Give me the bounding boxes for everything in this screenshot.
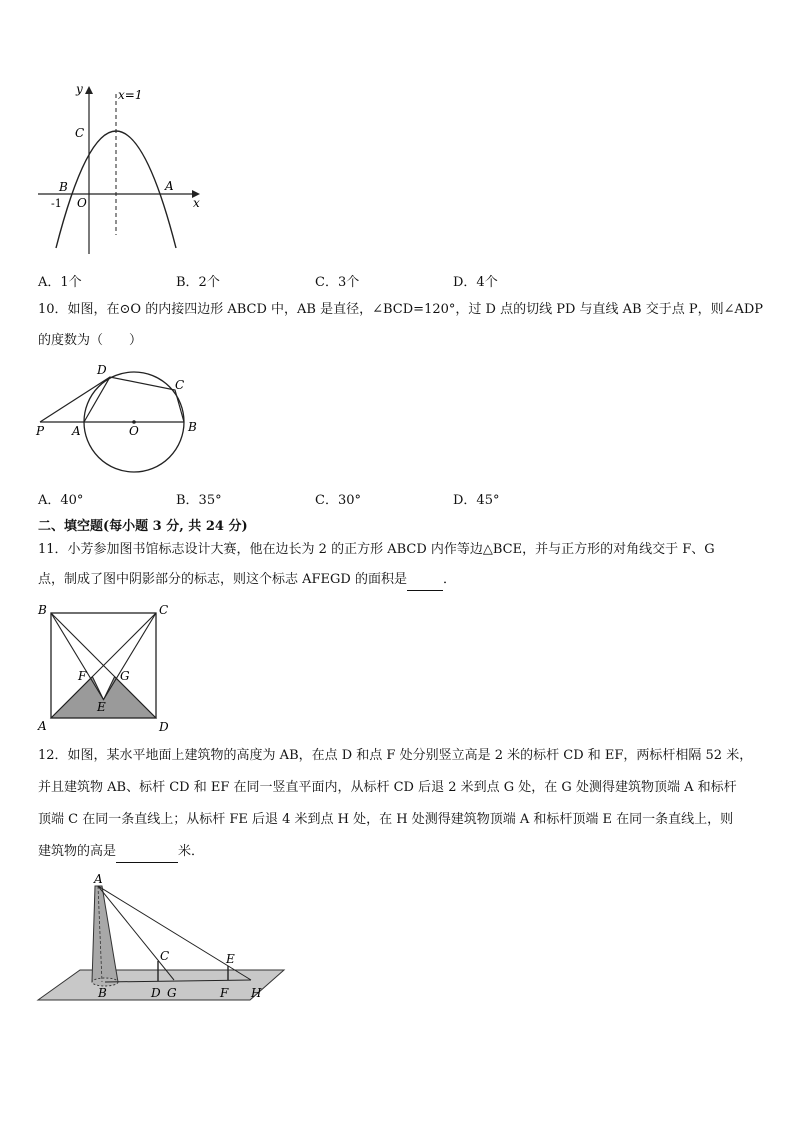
label-B: B xyxy=(38,603,47,617)
side-CE xyxy=(104,613,157,700)
section-2-title: 二、填空题(每小题 3 分, 共 24 分) xyxy=(38,519,248,534)
q9-option-c: C．3个 xyxy=(315,275,360,290)
q11-text-line2-pre: 点，制成了图中阴影部分的标志，则这个标志 AFEGD 的面积是 xyxy=(38,572,407,587)
q12-text-line4-post: 米． xyxy=(178,844,205,859)
q10-option-a: A．40° xyxy=(38,493,84,508)
q9-option-a: A．1个 xyxy=(38,275,82,290)
q12-text-line3: 顶端 C 在同一条直线上；从标杆 FE 后退 4 米到点 H 处，在 H 处测得建筑物顶端 A 和标杆顶端 E 在同一条直线上，则 xyxy=(38,812,734,827)
label-A: A xyxy=(72,424,81,438)
q10-option-b: B．35° xyxy=(176,493,222,508)
q9-option-d: D．4个 xyxy=(453,275,498,290)
label-O: O xyxy=(129,424,139,438)
tangent-PD xyxy=(40,377,110,422)
label-x: x xyxy=(193,196,200,210)
q12-text-line2: 并且建筑物 AB、标杆 CD 和 EF 在同一竖直平面内，从标杆 CD 后退 2 米到点 G 处，在 G 处测得建筑物顶端 A 和标杆 xyxy=(38,780,737,795)
q11-square-figure xyxy=(34,600,174,735)
label-C: C xyxy=(175,378,185,392)
q12-building-figure xyxy=(34,872,286,1007)
label-D: D xyxy=(151,986,161,1000)
q12-text-line1: 12．如图，某水平地面上建筑物的高度为 AB，在点 D 和点 F 处分别竖立高是 2 米的标杆 CD 和 EF，两标杆相隔 52 米， xyxy=(38,748,753,763)
ground-plane xyxy=(38,970,284,1000)
label-neg1: -1 xyxy=(51,197,62,210)
q12-text-line4 xyxy=(38,842,204,863)
label-D: D xyxy=(159,720,169,734)
building-AB xyxy=(92,886,118,982)
q10-text-line1: 10．如图，在⊙O 的内接四边形 ABCD 中，AB 是直径，∠BCD=120°，过 D 点的切线 PD 与直线 AB 交于点 P，则∠ADP xyxy=(38,302,764,317)
label-A: A xyxy=(94,872,103,886)
label-G: G xyxy=(167,986,177,1000)
q10-text-line2: 的度数为（ ） xyxy=(38,333,143,348)
label-F: F xyxy=(220,986,229,1000)
q10-option-d: D．45° xyxy=(453,493,500,508)
label-B: B xyxy=(59,180,68,194)
q12-answer-blank xyxy=(116,842,178,863)
label-H: H xyxy=(251,986,262,1000)
label-axis-eq: x=1 xyxy=(118,88,143,102)
label-G: G xyxy=(120,669,130,683)
label-F: F xyxy=(78,669,87,683)
label-E: E xyxy=(97,700,106,714)
label-A: A xyxy=(38,719,47,733)
q12-text-line4-pre: 建筑物的高是 xyxy=(38,844,117,859)
q9-option-b: B．2个 xyxy=(176,275,220,290)
label-C: C xyxy=(160,949,170,963)
label-P: P xyxy=(36,424,45,438)
label-C: C xyxy=(75,126,85,140)
q10-option-c: C．30° xyxy=(315,493,361,508)
label-D: D xyxy=(97,363,107,377)
label-A: A xyxy=(165,179,174,193)
label-E: E xyxy=(226,952,235,966)
y-axis-arrow xyxy=(85,86,93,94)
label-C: C xyxy=(159,603,169,617)
q11-text-line2 xyxy=(38,570,456,591)
q11-text-line1: 11．小芳参加图书馆标志设计大赛，他在边长为 2 的正方形 ABCD 内作等边△BCE，并与正方形的对角线交于 F、G xyxy=(38,542,715,557)
label-B: B xyxy=(98,986,107,1000)
q10-circle-figure xyxy=(34,360,202,475)
label-y: y xyxy=(76,82,83,96)
label-B: B xyxy=(188,420,197,434)
q11-text-line2-post: ． xyxy=(442,572,456,587)
q9-parabola-figure xyxy=(34,82,210,257)
side-BE xyxy=(51,613,104,700)
label-O: O xyxy=(77,196,87,210)
q11-answer-blank xyxy=(407,570,443,591)
